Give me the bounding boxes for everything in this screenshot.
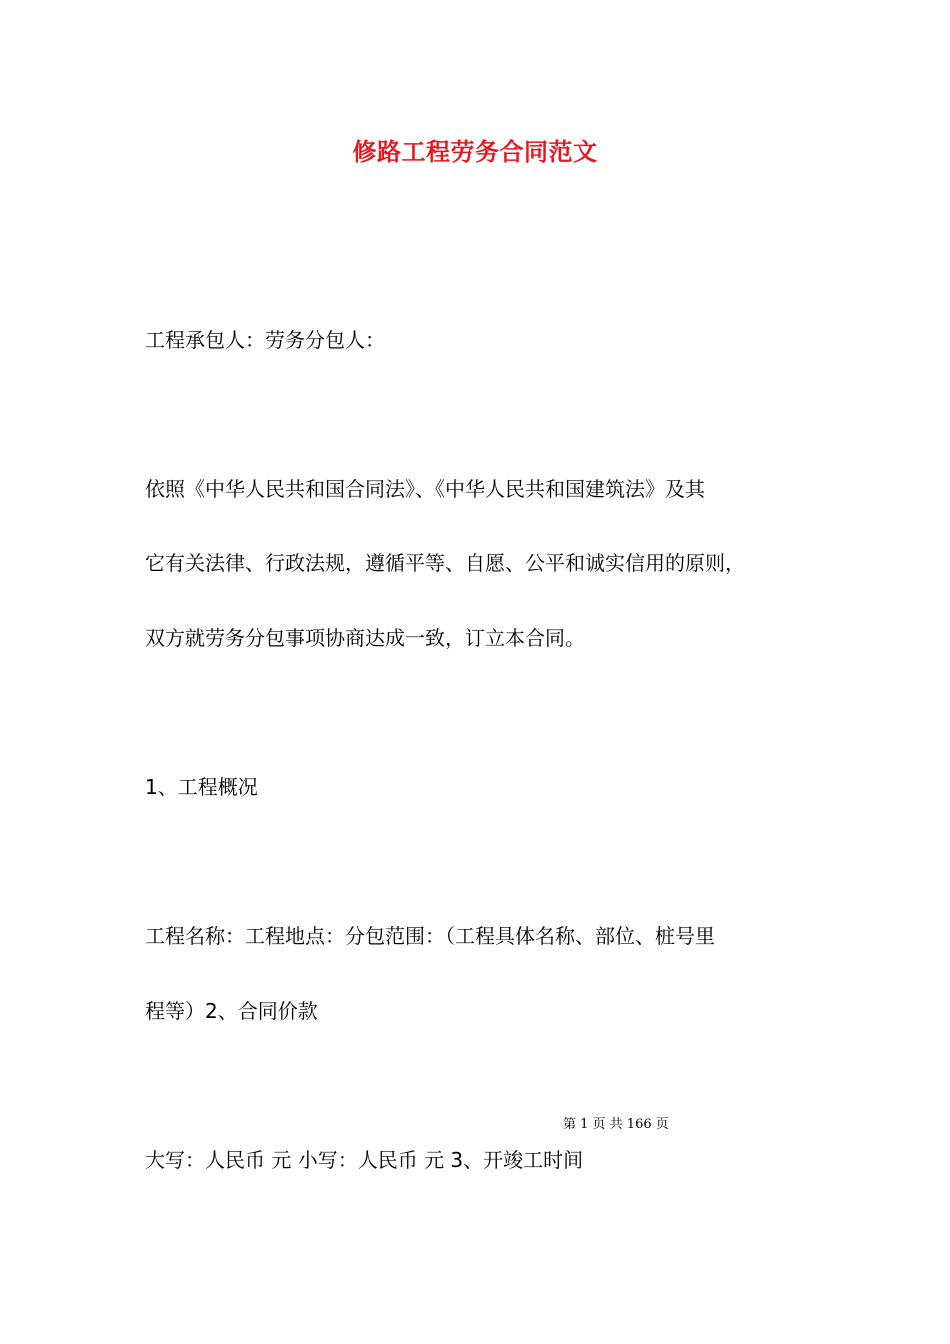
project-info-line-1: 工程名称：工程地点：分包范围：（工程具体名称、部位、桩号里 (145, 924, 715, 948)
section-heading-project-overview: 1、工程概况 (145, 775, 258, 799)
contract-price-line: 大写：人民币 元 小写：人民币 元 3、开竣工时间 (145, 1148, 584, 1172)
paragraph-line-3: 双方就劳务分包事项协商达成一致，订立本合同。 (145, 626, 585, 650)
paragraph-line-2: 它有关法律、行政法规，遵循平等、自愿、公平和诚实信用的原则， (145, 551, 745, 575)
document-title: 修路工程劳务合同范文 (352, 138, 598, 166)
paragraph-line-1: 依照《中华人民共和国合同法》、《中华人民共和国建筑法》及其 (145, 477, 705, 501)
project-info-line-2: 程等）2、合同价款 (145, 999, 318, 1023)
page-number-footer: 第 1 页 共 166 页 (563, 1117, 669, 1132)
contract-parties-line: 工程承包人：劳务分包人： (145, 328, 385, 352)
